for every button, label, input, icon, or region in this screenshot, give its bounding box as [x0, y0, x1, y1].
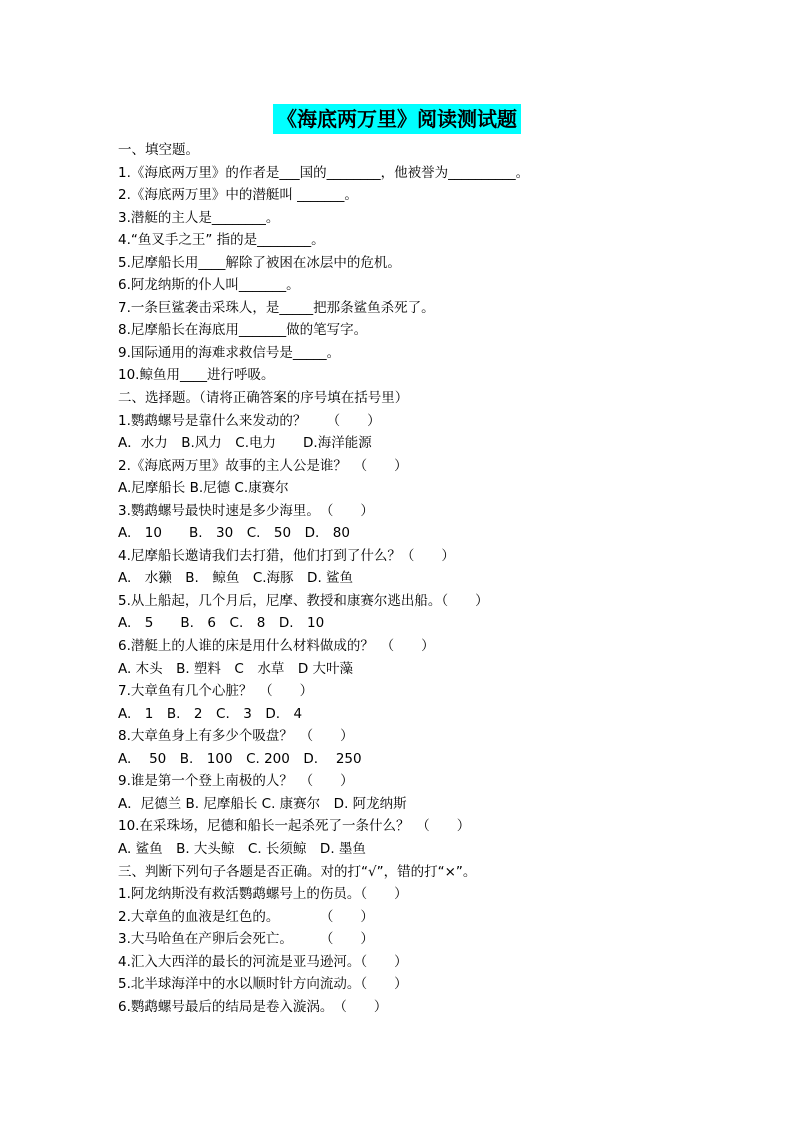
question-list	[118, 139, 758, 1018]
question-line: 9.谁是第一个登上南极的人？ （ ）	[118, 773, 354, 790]
question-line: 2.《海底两万里》中的潜艇叫 _______。	[118, 187, 358, 204]
section-heading-true-false: 三、判断下列句子各题是否正确。对的打“√”，错的打“×”。	[118, 863, 477, 880]
answer-options: A．水力 B.风力 C.电力 D.海洋能源	[118, 435, 372, 452]
question-line: 5.从上船起，几个月后，尼摩、教授和康赛尔逃出船。（ ）	[118, 592, 489, 609]
document-title: 《海底两万里》阅读测试题	[273, 104, 521, 134]
question-line: 6.阿龙纳斯的仆人叫_______。	[118, 277, 300, 294]
question-line: 3.潜艇的主人是________。	[118, 209, 280, 226]
question-line: 7.一条巨鲨袭击采珠人，是_____把那条鲨鱼杀死了。	[118, 299, 435, 316]
answer-options: A．尼德兰 B. 尼摩船长 C. 康赛尔 D. 阿龙纳斯	[118, 795, 407, 812]
answer-options: A.尼摩船长 B.尼德 C.康赛尔	[118, 480, 289, 497]
question-line: 4.尼摩船长邀请我们去打猎，他们打到了什么？（ ）	[118, 547, 455, 564]
answer-options: A. 水獭 B. 鲸鱼 C.海豚 D. 鲨鱼	[118, 570, 354, 587]
question-line: 2.《海底两万里》故事的主人公是谁？ （ ）	[118, 457, 408, 474]
question-line: 2.大章鱼的血液是红色的。 （ ）	[118, 908, 374, 925]
question-line: 3.大马哈鱼在产卵后会死亡。 （ ）	[118, 931, 374, 948]
title-wrapper	[0, 104, 794, 134]
question-line: 4.汇入大西洋的最长的河流是亚马逊河。（ ）	[118, 953, 408, 970]
question-line: 4.“鱼叉手之王” 指的是________。	[118, 232, 325, 249]
question-line: 5.北半球海洋中的水以顺时针方向流动。（ ）	[118, 976, 408, 993]
answer-options: A. 木头 B. 塑料 C 水草 D 大叶藻	[118, 660, 354, 677]
section-heading-multiple-choice: 二、选择题。（请将正确答案的序号填在括号里）	[118, 390, 409, 407]
answer-options: A. 10 B. 30 C. 50 D. 80	[118, 525, 350, 542]
question-line: 7.大章鱼有几个心脏？ （ ）	[118, 683, 314, 700]
question-line: 6.潜艇上的人谁的床是用什么材料做成的？ （ ）	[118, 638, 435, 655]
question-line: 1.阿龙纳斯没有救活鹦鹉螺号上的伤员。（ ）	[118, 886, 408, 903]
question-line: 9.国际通用的海难求救信号是_____。	[118, 344, 341, 361]
answer-options: A. 50 B. 100 C. 200 D. 250	[118, 750, 362, 767]
question-line: 8.大章鱼身上有多少个吸盘？ （ ）	[118, 728, 354, 745]
question-line: 10.在采珠场，尼德和船长一起杀死了一条什么？ （ ）	[118, 818, 471, 835]
question-line: 8.尼摩船长在海底用_______做的笔写字。	[118, 322, 368, 339]
question-line: 1.鹦鹉螺号是靠什么来发动的？ （ ）	[118, 412, 381, 429]
question-line: 5.尼摩船长用____解除了被困在冰层中的危机。	[118, 254, 401, 271]
answer-options: A. 5 B. 6 C. 8 D. 10	[118, 615, 325, 632]
answer-options: A. 鲨鱼 B. 大头鲸 C. 长须鲸 D. 墨鱼	[118, 840, 366, 857]
question-line: 10.鲸鱼用____进行呼吸。	[118, 367, 275, 384]
answer-options: A. 1 B. 2 C. 3 D. 4	[118, 705, 303, 722]
question-line: 6.鹦鹉螺号最后的结局是卷入漩涡。 （ ）	[118, 998, 388, 1015]
question-line: 3.鹦鹉螺号最快时速是多少海里。 （ ）	[118, 502, 374, 519]
section-heading-fill-blank: 一、填空题。	[118, 142, 199, 158]
question-line: 1.《海底两万里》的作者是___国的________，他被誉为__________。	[118, 164, 530, 181]
